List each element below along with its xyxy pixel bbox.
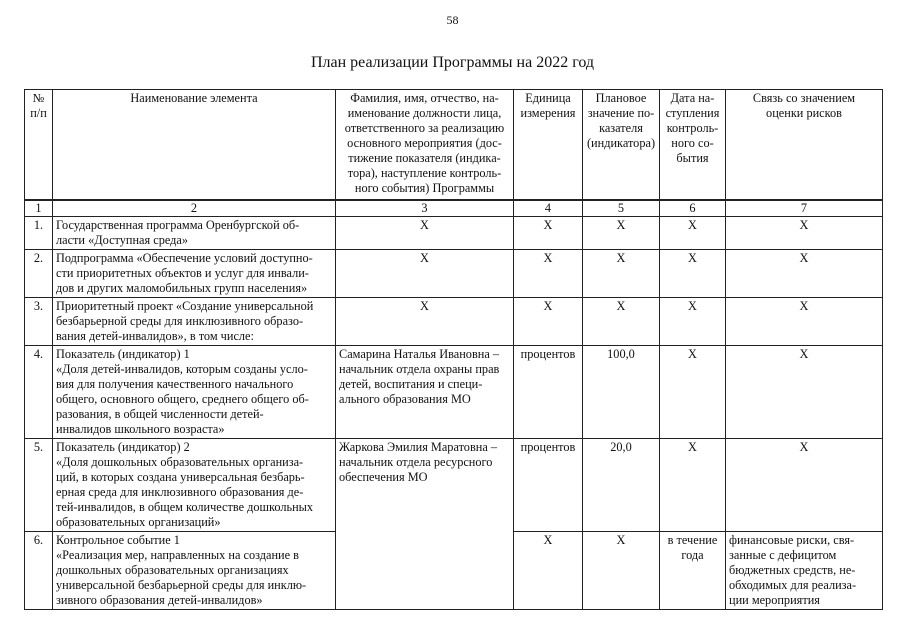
responsible-person: X bbox=[336, 249, 514, 297]
column-number: 2 bbox=[53, 200, 336, 217]
column-number: 5 bbox=[583, 200, 660, 217]
column-number-row bbox=[25, 200, 883, 217]
table-row bbox=[25, 249, 883, 297]
planned-value: X bbox=[583, 531, 660, 609]
responsible-person: Жаркова Эмилия Маратовна – начальник отдела ресурсного обеспечения МО bbox=[336, 438, 514, 609]
table-row bbox=[25, 345, 883, 438]
header-risk-link: Связь со значением оценки рисков bbox=[726, 90, 883, 200]
element-name: Контрольное событие 1 «Реализация мер, направленных на создание в дошкольных образовательных организациях универсальной безбарьерной среды для инклю- зивного образования детей-инвалидов» bbox=[53, 531, 336, 609]
event-date: в течение года bbox=[660, 531, 726, 609]
plan-table bbox=[24, 89, 883, 610]
page-number: 58 bbox=[446, 13, 459, 27]
risk-link: X bbox=[726, 297, 883, 345]
element-name: Государственная программа Оренбургской об- ласти «Доступная среда» bbox=[53, 216, 336, 249]
header-row bbox=[25, 90, 883, 200]
table-row bbox=[25, 216, 883, 249]
element-name: Приоритетный проект «Создание универсальной безбарьерной среды для инклюзивного образо- вания детей-инвалидов», в том числе: bbox=[53, 297, 336, 345]
planned-value: 20,0 bbox=[583, 438, 660, 531]
responsible-person: Самарина Наталья Ивановна – начальник отдела охраны прав детей, воспитания и специ- ального образования МО bbox=[336, 345, 514, 438]
column-number: 6 bbox=[660, 200, 726, 217]
event-date: X bbox=[660, 249, 726, 297]
row-number: 5. bbox=[25, 438, 53, 531]
header-unit: Единица измерения bbox=[514, 90, 583, 200]
column-number: 3 bbox=[336, 200, 514, 217]
row-number: 1. bbox=[25, 216, 53, 249]
unit: X bbox=[514, 297, 583, 345]
responsible-person: X bbox=[336, 297, 514, 345]
table-row bbox=[25, 297, 883, 345]
unit: X bbox=[514, 531, 583, 609]
header-element-name: Наименование элемента bbox=[53, 90, 336, 200]
event-date: X bbox=[660, 216, 726, 249]
element-name: Подпрограмма «Обеспечение условий доступно- сти приоритетных объектов и услуг для инвали- дов и других маломобильных групп населения» bbox=[53, 249, 336, 297]
event-date: X bbox=[660, 345, 726, 438]
table-row bbox=[25, 438, 883, 531]
unit: X bbox=[514, 216, 583, 249]
row-number: 3. bbox=[25, 297, 53, 345]
header-event-date: Дата на- ступления контроль- ного со- бытия bbox=[660, 90, 726, 200]
unit: процентов bbox=[514, 345, 583, 438]
header-number: № п/п bbox=[25, 90, 53, 200]
risk-link: X bbox=[726, 216, 883, 249]
event-date: X bbox=[660, 438, 726, 531]
row-number: 6. bbox=[25, 531, 53, 609]
risk-link: X bbox=[726, 249, 883, 297]
element-name: Показатель (индикатор) 1 «Доля детей-инвалидов, которым созданы усло- вия для получения качественного начального общего, основного общего, среднего общего об- разования, в общей численности детей- инвалидов школьного возраста» bbox=[53, 345, 336, 438]
column-number: 7 bbox=[726, 200, 883, 217]
element-name: Показатель (индикатор) 2 «Доля дошкольных образовательных организа- ций, в которых создана универсальная безбарь- ерная среда для инклюзивного образования де- тей-инвалидов, в общем количестве дошкольных образовательных организаций» bbox=[53, 438, 336, 531]
planned-value: X bbox=[583, 297, 660, 345]
planned-value: 100,0 bbox=[583, 345, 660, 438]
risk-link: X bbox=[726, 345, 883, 438]
row-number: 4. bbox=[25, 345, 53, 438]
row-number: 2. bbox=[25, 249, 53, 297]
unit: X bbox=[514, 249, 583, 297]
header-planned-value: Плановое значение по- казателя (индикатора) bbox=[583, 90, 660, 200]
column-number: 4 bbox=[514, 200, 583, 217]
risk-link: X bbox=[726, 438, 883, 531]
planned-value: X bbox=[583, 216, 660, 249]
risk-link: финансовые риски, свя- занные с дефицитом бюджетных средств, не- обходимых для реализа- ции мероприятия bbox=[726, 531, 883, 609]
header-responsible: Фамилия, имя, отчество, на- именование должности лица, ответственного за реализацию основного мероприятия (дос- тижение показателя (индика- тора), наступление контроль- ного события) Программы bbox=[336, 90, 514, 200]
planned-value: X bbox=[583, 249, 660, 297]
responsible-person: X bbox=[336, 216, 514, 249]
unit: процентов bbox=[514, 438, 583, 531]
event-date: X bbox=[660, 297, 726, 345]
page-title: План реализации Программы на 2022 год bbox=[310, 54, 595, 71]
column-number: 1 bbox=[25, 200, 53, 217]
